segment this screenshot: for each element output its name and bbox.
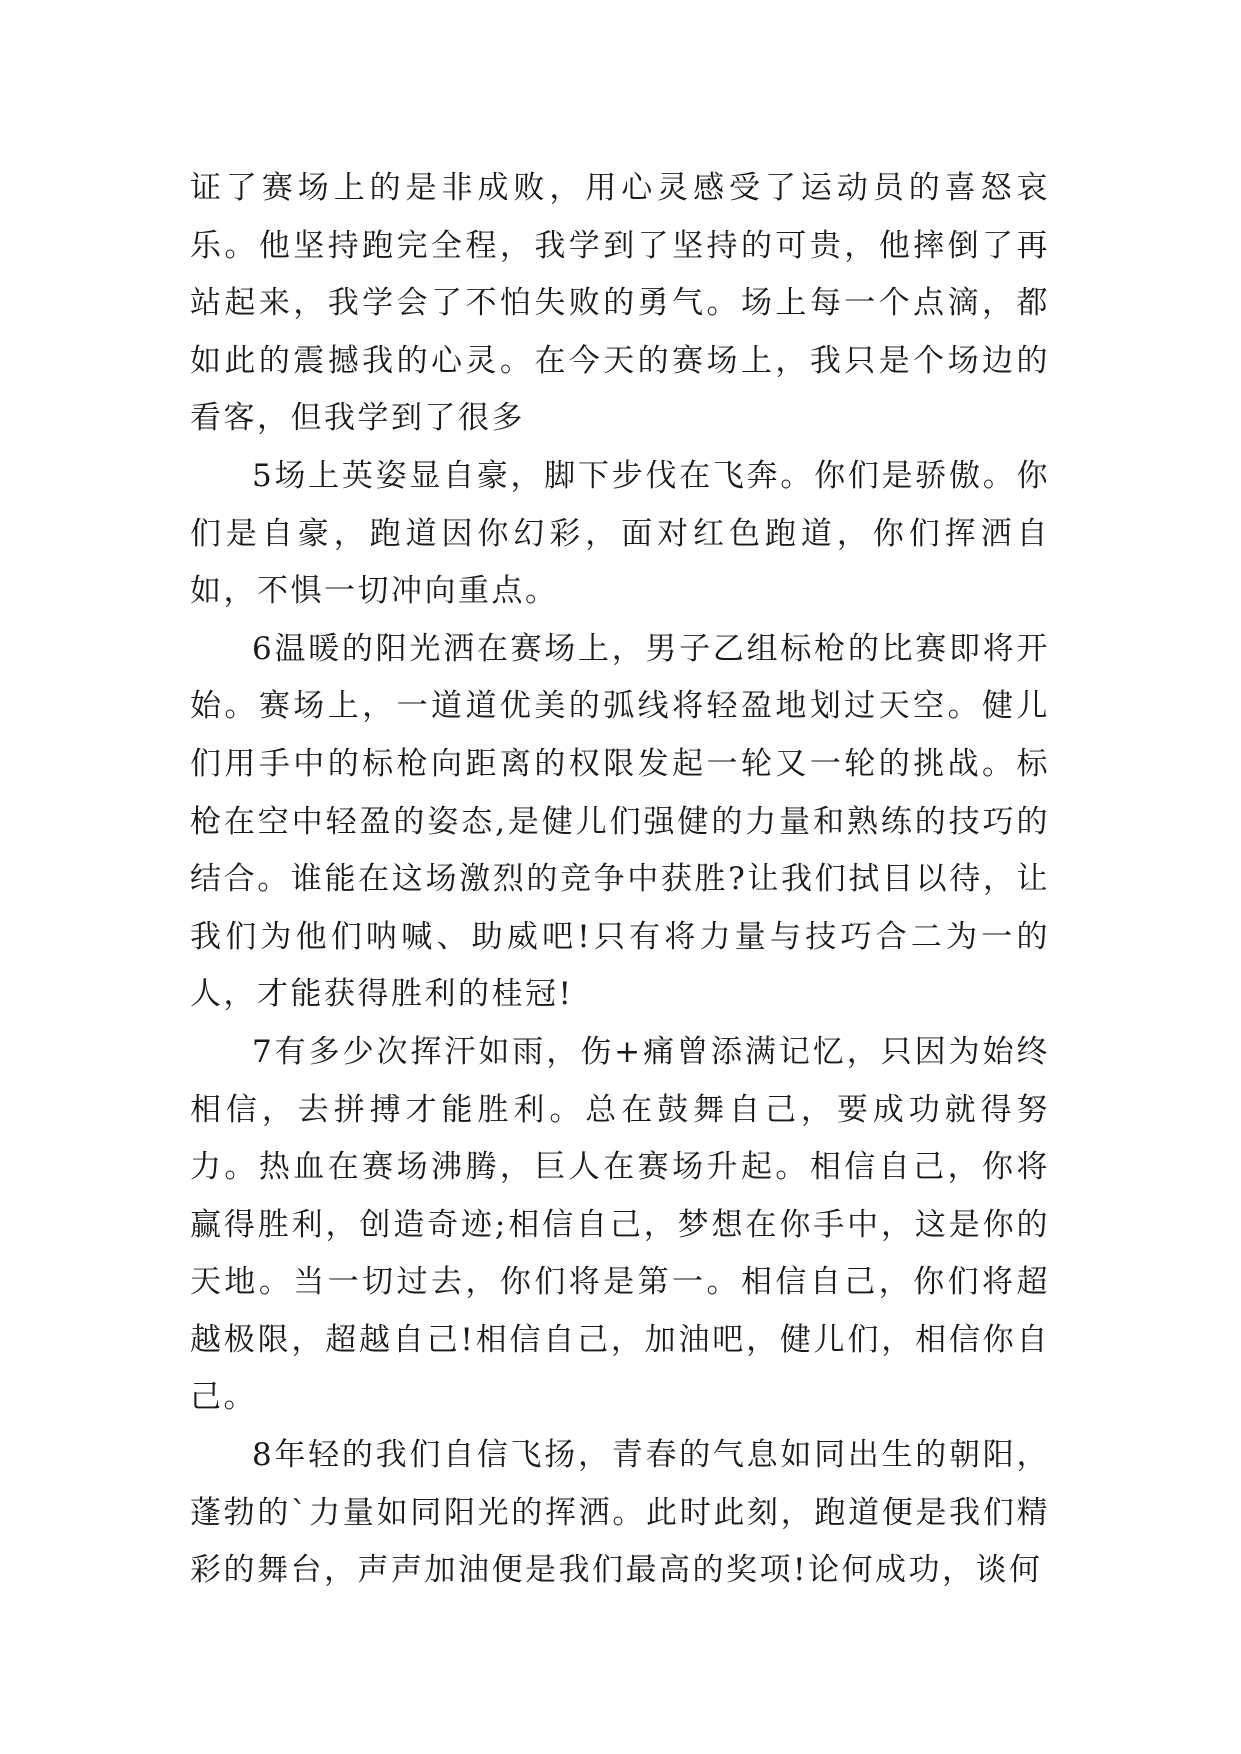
- paragraph-5: 8年轻的我们自信飞扬，青春的气息如同出生的朝阳，蓬勃的`力量如同阳光的挥洒。此时此刻，跑道便是我们精彩的舞台，声声加油便是我们最高的奖项!论何成功，谈何: [190, 1437, 1050, 1589]
- document-body: [190, 160, 1050, 1600]
- paragraph-2: 5场上英姿显自豪，脚下步伐在飞奔。你们是骄傲。你们是自豪，跑道因你幻彩，面对红色跑道，你们挥洒自如，不惧一切冲向重点。: [190, 457, 1050, 610]
- paragraph-1: 证了赛场上的是非成败，用心灵感受了运动员的喜怒哀乐。他坚持跑完全程，我学到了坚持的可贵，他摔倒了再站起来，我学会了不怕失败的勇气。场上每一个点滴，都如此的震撼我的心灵。在今天的赛场上，我只是个场边的看客，但我学到了很多: [190, 170, 1050, 437]
- paragraph-3: 6温暖的阳光洒在赛场上，男子乙组标枪的比赛即将开始。赛场上，一道道优美的弧线将轻盈地划过天空。健儿们用手中的标枪向距离的权限发起一轮又一轮的挑战。标枪在空中轻盈的姿态,是健儿们强健的力量和熟练的技巧的结合。谁能在这场激烈的竞争中获胜?让我们拭目以待，让我们为他们呐喊、助威吧!只有将力量与技巧合二为一的人，才能获得胜利的桂冠!: [190, 630, 1050, 1013]
- paragraph-4: 7有多少次挥汗如雨，伤+痛曾添满记忆，只因为始终相信，去拼搏才能胜利。总在鼓舞自己，要成功就得努力。热血在赛场沸腾，巨人在赛场升起。相信自己，你将赢得胜利，创造奇迹;相信自己，梦想在你手中，这是你的天地。当一切过去，你们将是第一。相信自己，你们将超越极限，超越自己!相信自己，加油吧，健儿们，相信你自己。: [190, 1033, 1050, 1416]
